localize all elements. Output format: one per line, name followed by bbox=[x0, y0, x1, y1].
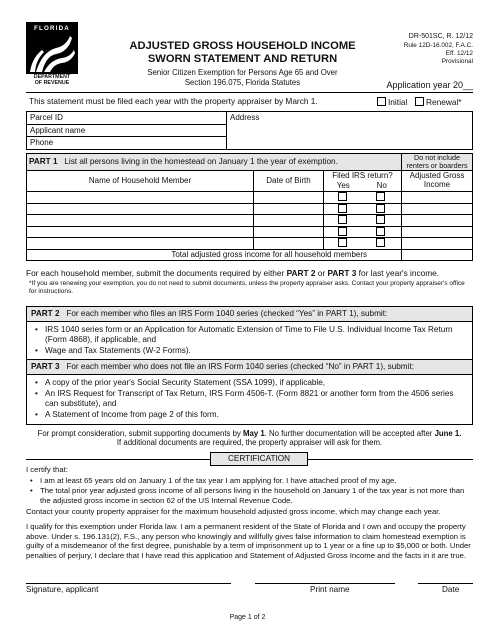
form-number: DR-501SC, R. 12/12 bbox=[408, 33, 473, 40]
form-title-line2: SWORN STATEMENT AND RETURN bbox=[147, 53, 338, 66]
applicant-name-field[interactable] bbox=[27, 124, 227, 137]
part3-heading bbox=[27, 359, 472, 375]
filing-note: This statement must be filed each year with the property appraiser by March 1. bbox=[29, 96, 318, 106]
member-name-cell[interactable] bbox=[27, 203, 254, 215]
member-dob-cell[interactable] bbox=[254, 238, 324, 250]
prompt-pre: For prompt consideration, submit supporting documents by bbox=[37, 429, 243, 438]
table-row bbox=[27, 192, 473, 204]
header-rule bbox=[26, 92, 473, 93]
part2-list bbox=[31, 325, 468, 356]
form-status: Provisional bbox=[441, 57, 473, 65]
part3-list bbox=[31, 378, 468, 419]
certification-heading: CERTIFICATION bbox=[210, 452, 308, 466]
parcel-id-field[interactable] bbox=[27, 112, 227, 125]
prompt-mid: . No further documentation will be accepted after bbox=[264, 429, 435, 438]
yes-checkbox[interactable] bbox=[338, 238, 347, 247]
list-item: • A Statement of Income from page 2 of this form. bbox=[31, 410, 468, 420]
parcel-id-label: Parcel ID bbox=[30, 113, 63, 122]
submit-note-mid: or bbox=[315, 268, 328, 278]
initial-option[interactable] bbox=[377, 97, 407, 108]
submit-note-pre: For each household member, submit the documents required by either bbox=[26, 268, 287, 278]
initial-checkbox[interactable] bbox=[377, 97, 386, 106]
part1-table bbox=[26, 153, 473, 261]
list-item: • An IRS Request for Transcript of Tax Return, IRS Form 4506-T. (Form 8821 or another form from the 4506 series can substitute), and bbox=[31, 389, 468, 409]
renewal-label: Renewal* bbox=[426, 97, 462, 107]
no-checkbox[interactable] bbox=[376, 238, 385, 247]
part2-section bbox=[26, 306, 473, 425]
page-footer: Page 1 of 2 bbox=[229, 614, 266, 621]
table-row bbox=[27, 238, 473, 250]
member-name-cell[interactable] bbox=[27, 215, 254, 227]
member-income-cell[interactable] bbox=[402, 238, 473, 250]
submit-note-part2: PART 2 bbox=[286, 268, 316, 278]
part1-note: Do not include renters or boarders bbox=[402, 154, 473, 171]
date-label: Date bbox=[442, 585, 460, 594]
prompt-line2: If additional documents are required, the property appraiser will ask for them. bbox=[116, 438, 383, 448]
form-title bbox=[100, 40, 385, 67]
list-item: • IRS 1040 series form or an Application for Automatic Extension of Time to File U.S. Individual Income Tax Return (Form 4868), if applicable, and bbox=[31, 325, 468, 345]
prompt-june: June 1. bbox=[434, 429, 462, 438]
cert-qualify: I qualify for this exemption under Florida law. I am a permanent resident of the State of Florida and I own and occupy the property above. Under s. 196.131(2), F.S., any person who knowingly and willfully gives false information to claim homestead exemption is guilty of a misdemeanor of the first degree, punishable by a term of imprisonment up to 1 year or a fine up to $5,000 or both. Under penalties of perjury, I declare that I have read this application and Statement of Adjusted Gross Income and the facts in it are true. bbox=[26, 522, 471, 560]
logo-line1: DEPARTMENT bbox=[33, 74, 71, 80]
table-row bbox=[27, 215, 473, 227]
col-income-header: Adjusted Gross Income bbox=[402, 171, 473, 192]
member-dob-cell[interactable] bbox=[254, 203, 324, 215]
application-year[interactable]: Application year 20__ bbox=[386, 80, 473, 90]
florida-logo-mark bbox=[26, 22, 78, 74]
list-item: • I am at least 65 years old on January 1 of the tax year I am applying for. I have attached proof of my age. bbox=[26, 476, 473, 486]
yes-checkbox[interactable] bbox=[338, 192, 347, 201]
print-name-label: Print name bbox=[310, 585, 350, 594]
renewal-option[interactable] bbox=[415, 97, 462, 108]
part2-text: For each member who files an IRS Form 1040 series (checked “Yes” in PART 1), submit: bbox=[66, 309, 388, 318]
cert-contact: Contact your county property appraiser for the maximum household adjusted gross income, which may change each year. bbox=[26, 506, 441, 516]
form-title-line1: ADJUSTED GROSS HOUSEHOLD INCOME bbox=[129, 40, 356, 52]
phone-field[interactable] bbox=[27, 137, 227, 150]
col-dob-header: Date of Birth bbox=[254, 171, 324, 192]
signature-line[interactable] bbox=[26, 583, 231, 584]
member-income-cell[interactable] bbox=[402, 203, 473, 215]
phone-label: Phone bbox=[30, 138, 54, 148]
yes-checkbox[interactable] bbox=[338, 204, 347, 213]
part1-label: PART 1 bbox=[29, 157, 58, 167]
certification-body bbox=[26, 465, 473, 561]
member-dob-cell[interactable] bbox=[254, 215, 324, 227]
applicant-name-label: Applicant name bbox=[30, 125, 86, 135]
submit-note-part3: PART 3 bbox=[327, 268, 357, 278]
prompt-may: May 1 bbox=[242, 429, 265, 438]
part1-text: List all persons living in the homestead on January 1 the year of exemption. bbox=[64, 157, 338, 167]
member-income-cell[interactable] bbox=[402, 226, 473, 238]
total-income-cell[interactable] bbox=[402, 250, 473, 261]
col-no-header: No bbox=[363, 181, 402, 192]
col-yes-header: Yes bbox=[324, 181, 363, 192]
print-name-line[interactable] bbox=[255, 583, 395, 584]
form-id-block bbox=[404, 33, 473, 66]
member-name-cell[interactable] bbox=[27, 192, 254, 204]
part2-heading bbox=[27, 307, 472, 322]
part3-text: For each member who does not file an IRS Form 1040 series (checked “No” in PART 1), submit: bbox=[66, 362, 414, 372]
member-income-cell[interactable] bbox=[402, 215, 473, 227]
form-eff: Eff. 12/12 bbox=[445, 49, 473, 57]
table-row bbox=[27, 226, 473, 238]
form-subtitle bbox=[100, 68, 385, 88]
address-field[interactable] bbox=[227, 112, 473, 150]
member-name-cell[interactable] bbox=[27, 238, 254, 250]
total-income-label: Total adjusted gross income for all household members bbox=[27, 250, 402, 261]
statute: Section 196.075, Florida Statutes bbox=[184, 78, 301, 88]
part2-label: PART 2 bbox=[31, 309, 60, 318]
date-line[interactable] bbox=[418, 583, 473, 584]
submit-note-post: for last year's income. bbox=[356, 268, 440, 278]
submit-note bbox=[26, 269, 473, 279]
logo-brand: FLORIDA bbox=[34, 25, 70, 32]
prompt-note bbox=[26, 429, 473, 448]
table-row bbox=[27, 203, 473, 215]
no-checkbox[interactable] bbox=[376, 227, 385, 236]
cert-list bbox=[26, 476, 473, 506]
renewal-checkbox[interactable] bbox=[415, 97, 424, 106]
part3-label: PART 3 bbox=[31, 362, 60, 372]
cert-intro: I certify that: bbox=[26, 465, 68, 474]
signature-label: Signature, applicant bbox=[26, 585, 99, 594]
list-item: • Wage and Tax Statements (W-2 Forms). bbox=[31, 346, 468, 356]
col-name-header: Name of Household Member bbox=[27, 171, 254, 192]
subtitle: Senior Citizen Exemption for Persons Age 65 and Over bbox=[147, 68, 338, 77]
no-checkbox[interactable] bbox=[376, 204, 385, 213]
member-dob-cell[interactable] bbox=[254, 192, 324, 204]
no-checkbox[interactable] bbox=[376, 215, 385, 224]
member-name-cell[interactable] bbox=[27, 226, 254, 238]
yes-checkbox[interactable] bbox=[338, 227, 347, 236]
member-income-cell[interactable] bbox=[402, 192, 473, 204]
form-rule: Rule 12D-16.002, F.A.C. bbox=[403, 41, 473, 49]
dor-logo bbox=[26, 22, 78, 89]
list-item: • A copy of the prior year's Social Security Statement (SSA 1099), if applicable, bbox=[31, 378, 468, 388]
list-item: • The total prior year adjusted gross income of all persons living in the household on January 1 of the tax year is not more than the adjusted gross income in section 62 of the US Internal Revenue Code. bbox=[26, 486, 473, 505]
col-filed-header: Filed IRS return? bbox=[324, 171, 402, 181]
yes-checkbox[interactable] bbox=[338, 215, 347, 224]
address-label: Address bbox=[230, 113, 260, 122]
applicant-info-table bbox=[26, 111, 473, 150]
member-dob-cell[interactable] bbox=[254, 226, 324, 238]
logo-line2: OF REVENUE bbox=[34, 79, 70, 86]
initial-label: Initial bbox=[388, 97, 408, 107]
renewal-note: *If you are renewing your exemption, you do not need to submit documents, unless the property appraiser asks. Contact your property appraiser's office for instructions. bbox=[29, 280, 465, 295]
part1-heading bbox=[27, 154, 402, 171]
no-checkbox[interactable] bbox=[376, 192, 385, 201]
